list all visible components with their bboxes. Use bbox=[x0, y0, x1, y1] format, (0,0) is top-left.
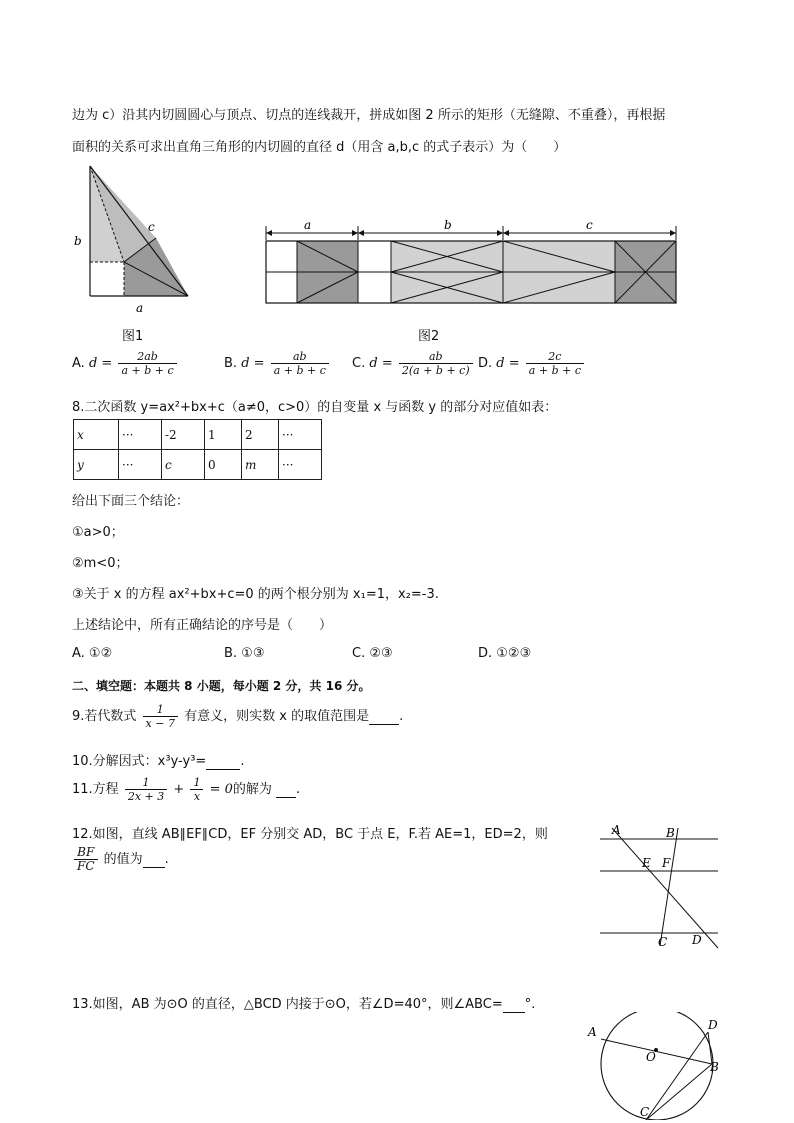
q8-conclusion-2: ②m<0； bbox=[72, 556, 129, 571]
q7-option-d-fraction: $\frac{2c}{a + b + c}$ bbox=[526, 350, 584, 377]
q7-option-b-fraction: $\frac{ab}{a + b + c}$ bbox=[271, 350, 329, 377]
q11-blank[interactable] bbox=[276, 782, 296, 798]
q7-option-c[interactable]: C. d = $\frac{ab}{2(a + b + c)}$ bbox=[352, 350, 475, 377]
q13-label-d: D bbox=[708, 1018, 718, 1032]
q9-blank[interactable] bbox=[369, 709, 399, 725]
q9-fraction: $\frac{1}{x - 7}$ bbox=[143, 703, 178, 730]
q8-value-table bbox=[73, 419, 322, 480]
q12-label-c: C bbox=[658, 935, 668, 949]
q12-line2: $\frac{BF}{FC}$ 的值为 . bbox=[72, 846, 169, 873]
q8-conclusion-3: ③关于 x 的方程 ax²+bx+c=0 的两个根分别为 x₁=1，x₂=-3. bbox=[72, 587, 439, 602]
q10: 10.分解因式：x³y-y³= . bbox=[72, 754, 245, 769]
q8-option-c[interactable]: C. ②③ bbox=[352, 646, 393, 661]
q7-option-a[interactable]: A. d = $\frac{2ab}{a + b + c}$ bbox=[72, 350, 179, 377]
fig1-caption: 图1 bbox=[122, 329, 144, 344]
fig1-label-c: c bbox=[148, 220, 155, 234]
q7-option-a-fraction: $\frac{2ab}{a + b + c}$ bbox=[118, 350, 176, 377]
q7-line1: 边为 c）沿其内切圆圆心与顶点、切点的连线裁开，拼成如图 2 所示的矩形（无缝隙、不重叠），再根据 bbox=[72, 108, 666, 123]
q12-blank[interactable] bbox=[143, 852, 165, 868]
q8-conclusion-1: ①a>0； bbox=[72, 525, 124, 540]
fig1-label-a: a bbox=[136, 301, 144, 315]
fig2-label-c: c bbox=[586, 218, 593, 232]
q12-label-f: F bbox=[662, 856, 671, 870]
q7-option-c-fraction: $\frac{ab}{2(a + b + c)}$ bbox=[399, 350, 473, 377]
q8-ask: 上述结论中，所有正确结论的序号是（ ） bbox=[72, 618, 333, 633]
q12-label-b: B bbox=[666, 826, 675, 840]
figure-1-triangle bbox=[66, 158, 201, 318]
section-2-heading: 二、填空题：本题共 8 小题，每小题 2 分，共 16 分。 bbox=[72, 679, 371, 693]
q11: 11.方程 $\frac{1}{2x + 3}$ + $\frac{1}{x}$ = 0的解为 . bbox=[72, 776, 301, 803]
figure-2-rectangle bbox=[260, 218, 685, 310]
q8-option-d[interactable]: D. ①②③ bbox=[478, 646, 532, 661]
q12-figure bbox=[596, 820, 724, 956]
q13-figure bbox=[584, 1012, 734, 1120]
q8-stem: 8.二次函数 y=ax²+bx+c（a≠0，c>0）的自变量 x 与函数 y 的部分对应值如表： bbox=[72, 400, 558, 415]
q9: 9.若代数式 $\frac{1}{x - 7}$ 有意义，则实数 x 的取值范围是 . bbox=[72, 703, 404, 730]
q8-option-a[interactable]: A. ①② bbox=[72, 646, 113, 661]
q8-intro: 给出下面三个结论： bbox=[72, 494, 190, 509]
q13-label-b: B bbox=[710, 1060, 719, 1074]
fig1-label-b: b bbox=[74, 234, 82, 248]
fig2-caption: 图2 bbox=[418, 329, 440, 344]
q13-blank[interactable] bbox=[503, 997, 525, 1013]
q10-blank[interactable] bbox=[206, 754, 240, 770]
q13-label-a: A bbox=[588, 1025, 597, 1039]
fig1-square bbox=[90, 262, 124, 296]
q12-label-d: D bbox=[692, 933, 702, 947]
table-row: y ··· c 0 m ··· bbox=[74, 450, 322, 480]
q11-fraction-2: $\frac{1}{x}$ bbox=[190, 776, 203, 803]
q12-line1: 12.如图，直线 AB∥EF∥CD，EF 分别交 AD，BC 于点 E，F.若 AE=1，ED=2，则 bbox=[72, 827, 548, 842]
q7-option-d[interactable]: D. d = $\frac{2c}{a + b + c}$ bbox=[478, 350, 586, 377]
q12-label-e: E bbox=[642, 856, 651, 870]
q7-line2: 面积的关系可求出直角三角形的内切圆的直径 d（用含 a,b,c 的式子表示）为（ ） bbox=[72, 140, 567, 155]
fig2-label-b: b bbox=[444, 218, 452, 232]
table-row: x ··· -2 1 2 ··· bbox=[74, 420, 322, 450]
q13: 13.如图，AB 为⊙O 的直径，△BCD 内接于⊙O，若∠D=40°，则∠ABC= °. bbox=[72, 997, 536, 1012]
q13-label-o: O bbox=[646, 1050, 656, 1064]
q12-fraction: $\frac{BF}{FC}$ bbox=[74, 846, 98, 873]
q8-option-b[interactable]: B. ①③ bbox=[224, 646, 265, 661]
q11-fraction-1: $\frac{1}{2x + 3}$ bbox=[125, 776, 167, 803]
q7-option-b[interactable]: B. d = $\frac{ab}{a + b + c}$ bbox=[224, 350, 331, 377]
q12-label-a: A bbox=[612, 823, 621, 837]
fig2-label-a: a bbox=[304, 218, 312, 232]
q13-label-c: C bbox=[640, 1105, 650, 1119]
